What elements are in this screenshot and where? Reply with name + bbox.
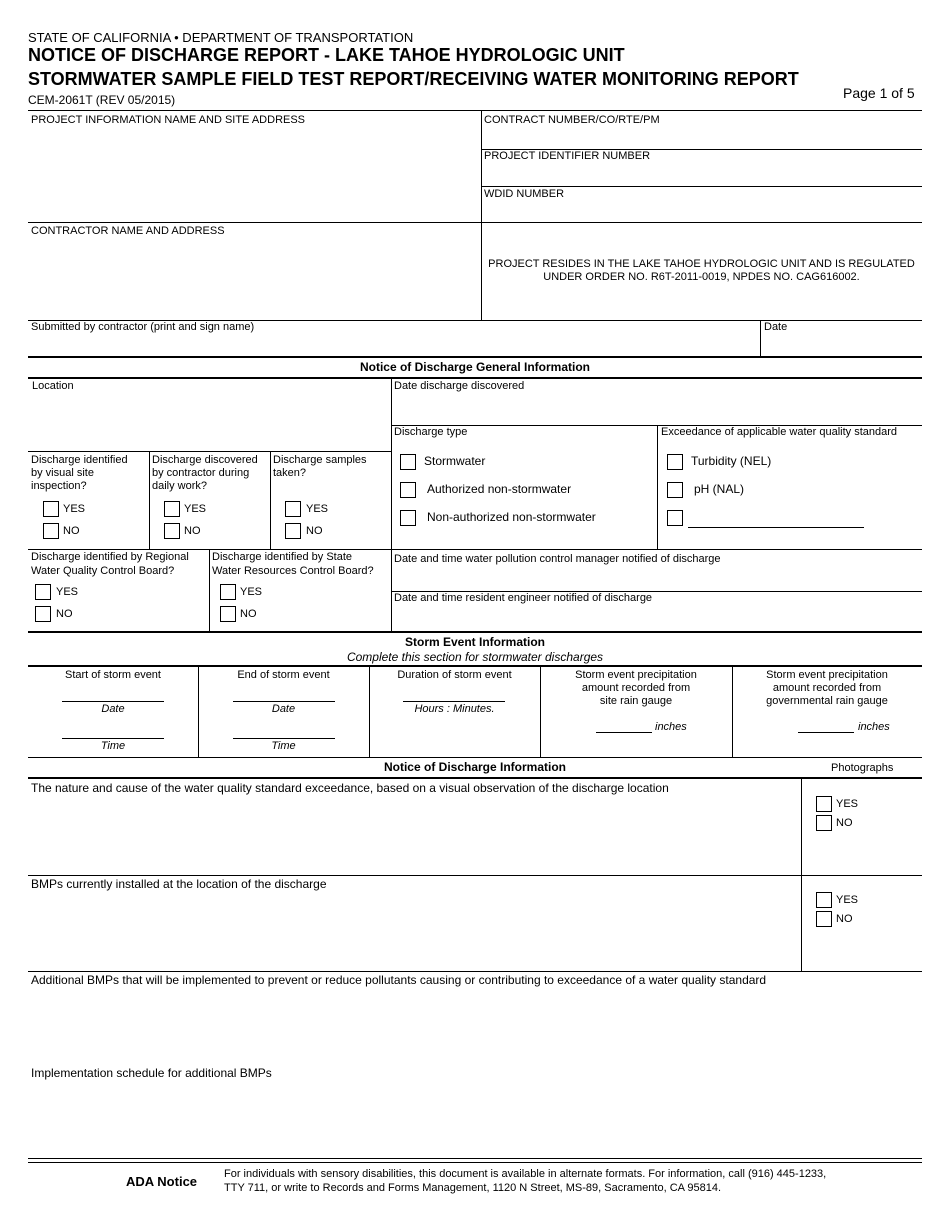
date-label: Date — [764, 321, 788, 333]
stormwater-label: Stormwater — [424, 454, 486, 468]
regional-board-label-1: Discharge identified by Regional — [31, 551, 189, 563]
ada-notice-label: ADA Notice — [126, 1174, 198, 1189]
site-gauge-label-3: site rain gauge — [599, 695, 673, 707]
rule — [28, 777, 922, 779]
contractor-work-label-2: by contractor during — [152, 467, 250, 479]
photographs-label: Photographs — [831, 762, 894, 774]
authorized-non-stormwater-label: Authorized non-stormwater — [427, 482, 572, 496]
end-time-field[interactable] — [233, 738, 335, 739]
regional-no-label: NO — [56, 608, 73, 620]
bmps-installed-label: BMPs currently installed at the location of the discharge — [31, 877, 327, 891]
turbidity-label: Turbidity (NEL) — [691, 454, 772, 468]
end-date-field[interactable] — [233, 701, 335, 702]
start-storm-label: Start of storm event — [65, 669, 161, 681]
project-info-label: PROJECT INFORMATION NAME AND SITE ADDRESS — [31, 114, 306, 126]
lake-tahoe-notice-1: PROJECT RESIDES IN THE LAKE TAHOE HYDROLOGIC UNIT AND IS REGULATED — [488, 258, 915, 270]
rule — [28, 875, 922, 876]
ada-notice-text-1: For individuals with sensory disabilities, this document is available in alternate formats. For information, call (916) 445-1233, — [224, 1168, 827, 1180]
rule — [28, 451, 391, 452]
authorized-non-stormwater-checkbox[interactable] — [400, 482, 416, 498]
form-number: CEM-2061T (REV 05/2015) — [28, 93, 176, 107]
visual-no-label: NO — [63, 525, 80, 537]
submitted-by-label: Submitted by contractor (print and sign name) — [31, 321, 255, 333]
rule — [28, 110, 922, 111]
rule — [28, 631, 922, 633]
visual-yes-checkbox[interactable] — [43, 501, 59, 517]
gov-gauge-label-1: Storm event precipitation — [766, 669, 888, 681]
regional-no-checkbox[interactable] — [35, 606, 51, 622]
other-standard-checkbox[interactable] — [667, 510, 683, 526]
rule — [28, 1158, 922, 1159]
contractor-work-label-3: daily work? — [152, 480, 208, 492]
rule — [270, 451, 271, 549]
contractor-no-checkbox[interactable] — [164, 523, 180, 539]
project-identifier-label: PROJECT IDENTIFIER NUMBER — [484, 150, 651, 162]
rule — [657, 425, 658, 550]
wdid-label: WDID NUMBER — [484, 188, 565, 200]
form-subtitle: STORMWATER SAMPLE FIELD TEST REPORT/RECEIVING WATER MONITORING REPORT — [28, 69, 799, 89]
contractor-yes-checkbox[interactable] — [164, 501, 180, 517]
storm-info-subheading: Complete this section for stormwater discharges — [346, 650, 604, 664]
contract-number-label: CONTRACT NUMBER/CO/RTE/PM — [484, 114, 660, 126]
duration-label: Duration of storm event — [397, 669, 512, 681]
state-board-label-1: Discharge identified by State — [212, 551, 353, 563]
manager-notified-label: Date and time water pollution control manager notified of discharge — [394, 553, 721, 565]
samples-no-checkbox[interactable] — [285, 523, 301, 539]
duration-field[interactable] — [403, 701, 505, 702]
gov-gauge-label-2: amount recorded from — [772, 682, 882, 694]
discharge-type-label: Discharge type — [394, 426, 468, 438]
visual-inspection-label-1: Discharge identified — [31, 454, 128, 466]
ph-checkbox[interactable] — [667, 482, 683, 498]
agency-line: STATE OF CALIFORNIA • DEPARTMENT OF TRANSPORTATION — [28, 30, 414, 45]
bmps-photo-yes-checkbox[interactable] — [816, 892, 832, 908]
regional-board-label-2: Water Quality Control Board? — [31, 565, 175, 577]
non-authorized-non-stormwater-label: Non-authorized non-stormwater — [427, 510, 596, 524]
gov-gauge-inches: inches — [858, 721, 890, 733]
regional-yes-checkbox[interactable] — [35, 584, 51, 600]
turbidity-checkbox[interactable] — [667, 454, 683, 470]
start-date-field[interactable] — [62, 701, 164, 702]
contractor-label: CONTRACTOR NAME AND ADDRESS — [31, 225, 225, 237]
visual-yes-label: YES — [63, 503, 86, 515]
state-no-label: NO — [240, 608, 257, 620]
end-storm-label: End of storm event — [237, 669, 330, 681]
rule — [28, 971, 922, 972]
ada-notice-text-2: TTY 711, or write to Records and Forms Management, 1120 N Street, MS-89, Sacramento, CA 95814. — [224, 1182, 722, 1194]
site-gauge-field[interactable] — [596, 732, 652, 733]
contractor-work-label-1: Discharge discovered — [152, 454, 258, 466]
rule — [209, 549, 210, 632]
rule — [28, 377, 922, 379]
exceedance-label: Exceedance of applicable water quality standard — [661, 426, 898, 438]
rule — [28, 1162, 922, 1163]
visual-no-checkbox[interactable] — [43, 523, 59, 539]
end-time-caption: Time — [271, 740, 296, 752]
rule — [760, 320, 761, 356]
stormwater-checkbox[interactable] — [400, 454, 416, 470]
samples-yes-checkbox[interactable] — [285, 501, 301, 517]
storm-info-heading: Storm Event Information — [404, 635, 545, 649]
rule — [28, 356, 922, 358]
gov-gauge-label-3: governmental rain gauge — [766, 695, 888, 707]
regional-yes-label: YES — [56, 586, 79, 598]
date-discovered-label: Date discharge discovered — [394, 380, 525, 392]
nature-photo-no-label: NO — [836, 817, 853, 829]
contractor-no-label: NO — [184, 525, 201, 537]
rule — [28, 665, 922, 667]
form-title: NOTICE OF DISCHARGE REPORT - LAKE TAHOE HYDROLOGIC UNIT — [28, 45, 625, 65]
nature-photo-yes-checkbox[interactable] — [816, 796, 832, 812]
discharge-info-heading: Notice of Discharge Information — [383, 760, 567, 774]
implementation-schedule-label: Implementation schedule for additional BMPs — [31, 1066, 272, 1080]
rule — [28, 222, 922, 223]
bmps-photo-no-label: NO — [836, 913, 853, 925]
state-no-checkbox[interactable] — [220, 606, 236, 622]
lake-tahoe-notice-2: UNDER ORDER NO. R6T-2011-0019, NPDES NO. CAG616002. — [543, 271, 860, 283]
samples-no-label: NO — [306, 525, 323, 537]
rule — [28, 757, 922, 758]
non-authorized-non-stormwater-checkbox[interactable] — [400, 510, 416, 526]
samples-yes-label: YES — [306, 503, 329, 515]
rule — [481, 110, 482, 320]
page-number: Page 1 of 5 — [843, 85, 915, 101]
general-info-heading: Notice of Discharge General Information — [359, 360, 591, 374]
rule — [149, 451, 150, 549]
site-gauge-label-1: Storm event precipitation — [575, 669, 697, 681]
bmps-photo-no-checkbox[interactable] — [816, 911, 832, 927]
rule — [481, 186, 922, 187]
samples-taken-label-1: Discharge samples — [273, 454, 367, 466]
start-time-field[interactable] — [62, 738, 164, 739]
additional-bmps-label: Additional BMPs that will be implemented to prevent or reduce pollutants causing or contributing to exceedance of a water quality standard — [31, 973, 767, 987]
duration-caption: Hours : Minutes. — [414, 703, 495, 715]
site-gauge-inches: inches — [655, 721, 687, 733]
rule — [28, 549, 922, 550]
nature-cause-label: The nature and cause of the water quality standard exceedance, based on a visual observation of the discharge location — [31, 781, 669, 795]
ph-label: pH (NAL) — [694, 482, 745, 496]
end-date-caption: Date — [271, 703, 296, 715]
other-standard-field[interactable] — [688, 527, 864, 528]
bmps-photo-yes-label: YES — [836, 894, 859, 906]
state-yes-checkbox[interactable] — [220, 584, 236, 600]
rule — [391, 378, 392, 632]
location-label: Location — [32, 380, 74, 392]
start-time-caption: Time — [100, 740, 126, 752]
samples-taken-label-2: taken? — [273, 467, 307, 479]
start-date-caption: Date — [101, 703, 125, 715]
nature-photo-no-checkbox[interactable] — [816, 815, 832, 831]
site-gauge-label-2: amount recorded from — [581, 682, 691, 694]
gov-gauge-field[interactable] — [798, 732, 854, 733]
visual-inspection-label-3: inspection? — [31, 480, 87, 492]
nature-photo-yes-label: YES — [836, 798, 859, 810]
state-board-label-2: Water Resources Control Board? — [212, 565, 374, 577]
visual-inspection-label-2: by visual site — [31, 467, 94, 479]
engineer-notified-label: Date and time resident engineer notified of discharge — [394, 592, 653, 604]
state-yes-label: YES — [240, 586, 263, 598]
contractor-yes-label: YES — [184, 503, 207, 515]
